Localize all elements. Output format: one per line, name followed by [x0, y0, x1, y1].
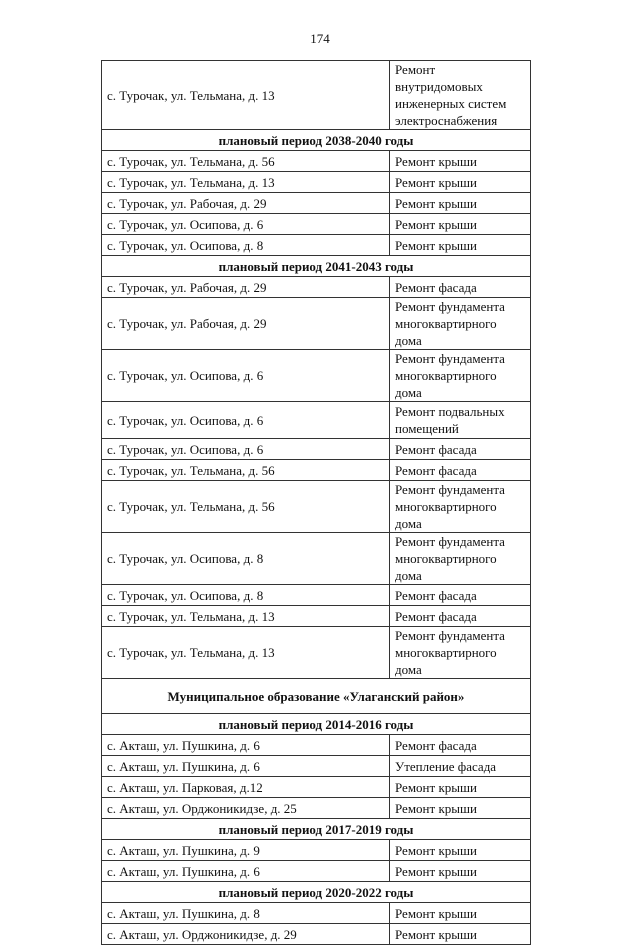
address-cell: с. Акташ, ул. Орджоникидзе, д. 25 — [102, 798, 390, 819]
address-cell: с. Турочак, ул. Тельмана, д. 13 — [102, 606, 390, 627]
period-heading-row — [102, 130, 531, 151]
work-type-cell: Ремонт фасада — [390, 277, 531, 298]
address-cell: с. Акташ, ул. Пушкина, д. 6 — [102, 735, 390, 756]
address-cell: с. Турочак, ул. Рабочая, д. 29 — [102, 277, 390, 298]
table-row — [102, 481, 531, 533]
table-row — [102, 756, 531, 777]
work-type-cell: Ремонт фасада — [390, 585, 531, 606]
table-row — [102, 298, 531, 350]
work-type-cell: Ремонт крыши — [390, 172, 531, 193]
municipality-heading: Муниципальное образование «Улаганский район» — [102, 679, 531, 714]
address-cell: с. Турочак, ул. Тельмана, д. 13 — [102, 61, 390, 130]
address-cell: с. Турочак, ул. Осипова, д. 8 — [102, 235, 390, 256]
work-type-cell: Ремонт фундамента многоквартирного дома — [390, 481, 531, 533]
table-row — [102, 193, 531, 214]
table-row — [102, 798, 531, 819]
work-type-cell: Ремонт крыши — [390, 235, 531, 256]
period-heading-row — [102, 882, 531, 903]
work-type-cell: Ремонт фасада — [390, 439, 531, 460]
table-row — [102, 277, 531, 298]
period-heading: плановый период 2041-2043 годы — [102, 256, 531, 277]
address-cell: с. Турочак, ул. Тельмана, д. 56 — [102, 481, 390, 533]
work-type-cell: Ремонт подвальных помещений — [390, 402, 531, 439]
table-row — [102, 627, 531, 679]
address-cell: с. Акташ, ул. Парковая, д.12 — [102, 777, 390, 798]
work-type-cell: Ремонт фасада — [390, 735, 531, 756]
address-cell: с. Турочак, ул. Осипова, д. 6 — [102, 439, 390, 460]
address-cell: с. Турочак, ул. Осипова, д. 6 — [102, 350, 390, 402]
address-cell: с. Турочак, ул. Тельмана, д. 13 — [102, 627, 390, 679]
table-row — [102, 172, 531, 193]
table-row — [102, 235, 531, 256]
address-cell: с. Турочак, ул. Тельмана, д. 56 — [102, 151, 390, 172]
table-row — [102, 861, 531, 882]
work-type-cell: Ремонт крыши — [390, 903, 531, 924]
work-type-cell: Ремонт крыши — [390, 924, 531, 945]
work-type-cell: Ремонт фундамента многоквартирного дома — [390, 298, 531, 350]
table-row — [102, 606, 531, 627]
period-heading: плановый период 2017-2019 годы — [102, 819, 531, 840]
table-row — [102, 460, 531, 481]
municipality-heading-row — [102, 679, 531, 714]
table-row — [102, 777, 531, 798]
address-cell: с. Турочак, ул. Осипова, д. 8 — [102, 533, 390, 585]
page-number: 174 — [310, 31, 330, 46]
work-type-cell: Ремонт фундамента многоквартирного дома — [390, 533, 531, 585]
table-row — [102, 840, 531, 861]
table-row — [102, 402, 531, 439]
address-cell: с. Акташ, ул. Пушкина, д. 9 — [102, 840, 390, 861]
address-cell: с. Турочак, ул. Тельмана, д. 56 — [102, 460, 390, 481]
address-cell: с. Акташ, ул. Орджоникидзе, д. 29 — [102, 924, 390, 945]
table-row — [102, 151, 531, 172]
work-type-cell: Ремонт внутридомовых инженерных систем электроснабжения — [390, 61, 531, 130]
table-row — [102, 735, 531, 756]
work-type-cell: Ремонт крыши — [390, 193, 531, 214]
work-type-cell: Ремонт крыши — [390, 151, 531, 172]
work-type-cell: Ремонт крыши — [390, 861, 531, 882]
repair-schedule-table — [101, 60, 531, 945]
period-heading: плановый период 2020-2022 годы — [102, 882, 531, 903]
work-type-cell: Утепление фасада — [390, 756, 531, 777]
work-type-cell: Ремонт фундамента многоквартирного дома — [390, 350, 531, 402]
period-heading-row — [102, 819, 531, 840]
address-cell: с. Турочак, ул. Осипова, д. 8 — [102, 585, 390, 606]
period-heading-row — [102, 714, 531, 735]
period-heading: плановый период 2014-2016 годы — [102, 714, 531, 735]
address-cell: с. Акташ, ул. Пушкина, д. 8 — [102, 903, 390, 924]
period-heading: плановый период 2038-2040 годы — [102, 130, 531, 151]
work-type-cell: Ремонт фасада — [390, 460, 531, 481]
address-cell: с. Турочак, ул. Тельмана, д. 13 — [102, 172, 390, 193]
table-row — [102, 585, 531, 606]
table-body — [102, 61, 531, 945]
address-cell: с. Турочак, ул. Осипова, д. 6 — [102, 402, 390, 439]
table-row — [102, 350, 531, 402]
period-heading-row — [102, 256, 531, 277]
table-row — [102, 214, 531, 235]
address-cell: с. Акташ, ул. Пушкина, д. 6 — [102, 756, 390, 777]
table-row — [102, 61, 531, 130]
work-type-cell: Ремонт крыши — [390, 840, 531, 861]
work-type-cell: Ремонт крыши — [390, 777, 531, 798]
work-type-cell: Ремонт фундамента многоквартирного дома — [390, 627, 531, 679]
work-type-cell: Ремонт крыши — [390, 798, 531, 819]
table-row — [102, 924, 531, 945]
address-cell: с. Акташ, ул. Пушкина, д. 6 — [102, 861, 390, 882]
table-row — [102, 439, 531, 460]
table-row — [102, 533, 531, 585]
work-type-cell: Ремонт фасада — [390, 606, 531, 627]
address-cell: с. Турочак, ул. Рабочая, д. 29 — [102, 298, 390, 350]
address-cell: с. Турочак, ул. Осипова, д. 6 — [102, 214, 390, 235]
address-cell: с. Турочак, ул. Рабочая, д. 29 — [102, 193, 390, 214]
work-type-cell: Ремонт крыши — [390, 214, 531, 235]
table-row — [102, 903, 531, 924]
